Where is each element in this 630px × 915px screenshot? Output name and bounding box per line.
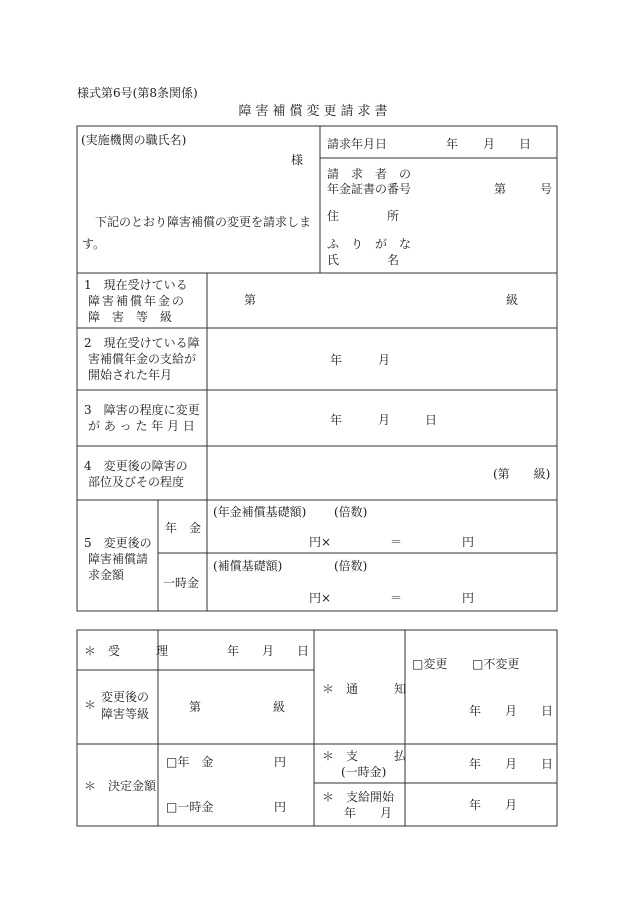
request-date-label: 請求年月日 xyxy=(327,137,388,151)
row5-lump-yen[interactable]: 円 xyxy=(462,591,475,605)
row3-label-line1: 3 障害の程度に変更 xyxy=(84,403,200,417)
office-kaishi-label-line1: ＊ 支給開始 xyxy=(322,790,395,804)
document-title: 障害補償変更請求書 xyxy=(238,104,392,119)
request-text-line2: す。 xyxy=(82,237,106,251)
office-juri-label: ＊ 受 理 xyxy=(84,644,169,658)
office-kettei-nenkin-yen[interactable]: 円 xyxy=(274,755,287,769)
office-shiharai-day[interactable]: 日 xyxy=(541,757,554,771)
request-date-day[interactable]: 日 xyxy=(519,137,532,151)
office-shiharai-label-line1: ＊ 支 払 xyxy=(322,749,407,763)
office-kettei-ichijikin-checkbox[interactable]: □一時金 xyxy=(166,800,214,814)
office-grade-dai[interactable]: 第 xyxy=(189,700,202,714)
row3-year[interactable]: 年 xyxy=(330,413,343,427)
form-number: 様式第6号(第8条関係) xyxy=(77,86,198,100)
office-kettei-nenkin-checkbox[interactable]: □年 金 xyxy=(166,755,214,769)
row1-label-line2: 障害補償年金の xyxy=(88,294,187,308)
row2-label-line3: 開始された年月 xyxy=(88,368,173,382)
sama-label: 様 xyxy=(291,153,304,167)
row5-pension-yen-times[interactable]: 円× xyxy=(309,535,332,549)
row1-dai[interactable]: 第 xyxy=(244,293,257,307)
row1-label-line3: 障 害 等 級 xyxy=(88,310,173,324)
row3-label-line2: が あ っ た 年 月 日 xyxy=(88,419,195,433)
office-shiharai-label-line2: (一時金) xyxy=(341,765,387,779)
office-juri-month[interactable]: 月 xyxy=(262,644,275,658)
office-grade-asterisk: ＊ xyxy=(84,698,97,712)
furigana-label: ふ り が な xyxy=(327,237,412,251)
office-tsuchi-label: ＊ 通 知 xyxy=(322,682,407,696)
name-label: 氏 名 xyxy=(327,253,400,267)
row3-day[interactable]: 日 xyxy=(425,413,438,427)
row4-label-line1: 4 変更後の障害の xyxy=(84,459,188,473)
office-henko-checkbox[interactable]: □変更 xyxy=(412,657,448,671)
row2-label-line1: 2 現在受けている障 xyxy=(84,336,200,350)
office-kettei-ichijikin-yen[interactable]: 円 xyxy=(274,800,287,814)
agency-label: (実施機関の職氏名) xyxy=(81,133,187,147)
request-date-month[interactable]: 月 xyxy=(483,137,496,151)
certificate-dai[interactable]: 第 xyxy=(494,182,507,196)
office-fuhenko-checkbox[interactable]: □不変更 xyxy=(472,657,520,671)
row5-pension-multiplier-label: (倍数) xyxy=(334,505,368,519)
row5-pension-equals: ＝ xyxy=(390,535,403,549)
office-grade-kyu[interactable]: 級 xyxy=(273,700,286,714)
office-kaishi-month[interactable]: 月 xyxy=(505,798,518,812)
office-grade-label-line2: 障害等級 xyxy=(101,707,150,721)
row4-grade[interactable]: (第 級) xyxy=(493,467,551,481)
office-juri-year[interactable]: 年 xyxy=(227,644,240,658)
office-tsuchi-month[interactable]: 月 xyxy=(505,704,518,718)
row5-pension-yen[interactable]: 円 xyxy=(462,535,475,549)
office-tsuchi-day[interactable]: 日 xyxy=(541,704,554,718)
row5-label-line2: 障害補償請 xyxy=(88,552,149,566)
row2-month[interactable]: 月 xyxy=(378,353,391,367)
row1-label-line1: 1 現在受けている xyxy=(84,278,188,292)
row5-nenkin-label: 年 金 xyxy=(165,521,202,535)
office-juri-day[interactable]: 日 xyxy=(297,644,310,658)
request-text-line1: 下記のとおり障害補償の変更を請求しま xyxy=(95,215,312,229)
office-tsuchi-year[interactable]: 年 xyxy=(469,704,482,718)
row1-kyu[interactable]: 級 xyxy=(506,293,519,307)
office-kettei-label: ＊ 決定金額 xyxy=(84,779,157,793)
office-kaishi-label-line2: 年 月 xyxy=(344,806,393,820)
row2-label-line2: 害補償年金の支給が xyxy=(88,352,197,366)
claimant-label-line1: 請 求 者 の xyxy=(327,167,412,181)
certificate-gou[interactable]: 号 xyxy=(540,182,553,196)
row3-month[interactable]: 月 xyxy=(378,413,391,427)
row5-label-line3: 求金額 xyxy=(88,568,125,582)
request-date-year[interactable]: 年 xyxy=(446,137,459,151)
row5-lump-multiplier-label: (倍数) xyxy=(334,559,368,573)
row5-pension-base-label: (年金補償基礎額) xyxy=(213,505,307,519)
claimant-label-line2: 年金証書の番号 xyxy=(327,182,412,196)
row5-ichijikin-label: 一時金 xyxy=(163,576,200,590)
office-grade-label-line1: 変更後の xyxy=(101,690,150,704)
row5-comp-base-label: (補償基礎額) xyxy=(213,559,283,573)
office-kaishi-year[interactable]: 年 xyxy=(469,798,482,812)
row5-lump-equals: ＝ xyxy=(390,591,403,605)
row5-label-line1: 5 変更後の xyxy=(84,536,152,550)
office-shiharai-month[interactable]: 月 xyxy=(505,757,518,771)
office-shiharai-year[interactable]: 年 xyxy=(469,757,482,771)
row5-lump-yen-times[interactable]: 円× xyxy=(309,591,332,605)
row4-label-line2: 部位及びその程度 xyxy=(88,475,185,489)
row2-year[interactable]: 年 xyxy=(330,353,343,367)
address-label: 住 所 xyxy=(327,209,400,223)
